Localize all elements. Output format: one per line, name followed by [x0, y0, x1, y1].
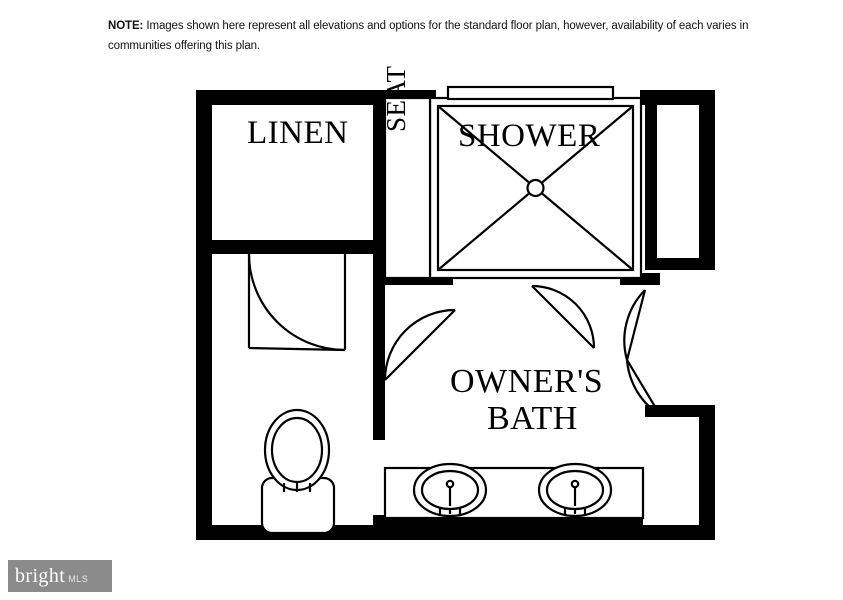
linen-closet-door-swing	[249, 254, 345, 350]
watermark	[8, 560, 112, 592]
water-closet-door-swing	[624, 290, 660, 415]
bath-entry-door-swing	[385, 310, 455, 380]
vanity-sink-left	[414, 464, 486, 516]
room-label-shower: SHOWER	[458, 118, 601, 154]
shower-glass-panel	[448, 87, 613, 99]
vanity-sink-right	[539, 464, 611, 516]
watermark-brand: bright	[15, 564, 66, 587]
room-label-owners-bath-line1: OWNER'S	[450, 363, 604, 400]
room-label-seat: SEAT	[381, 65, 411, 132]
floor-plan-svg	[0, 60, 843, 560]
floor-plan-diagram	[0, 60, 843, 560]
note-label: NOTE:	[108, 20, 144, 32]
watermark-suffix: MLS	[68, 574, 89, 584]
disclaimer-note	[108, 16, 788, 56]
room-label-linen: LINEN	[247, 115, 349, 151]
shower-door-swing	[532, 286, 594, 348]
room-label-owners-bath-line2: BATH	[487, 400, 578, 437]
toilet-fixture	[262, 410, 334, 533]
note-text: Images shown here represent all elevations and options for the standard floor plan, however, availability of each varies in communities offering this plan.	[108, 20, 749, 53]
